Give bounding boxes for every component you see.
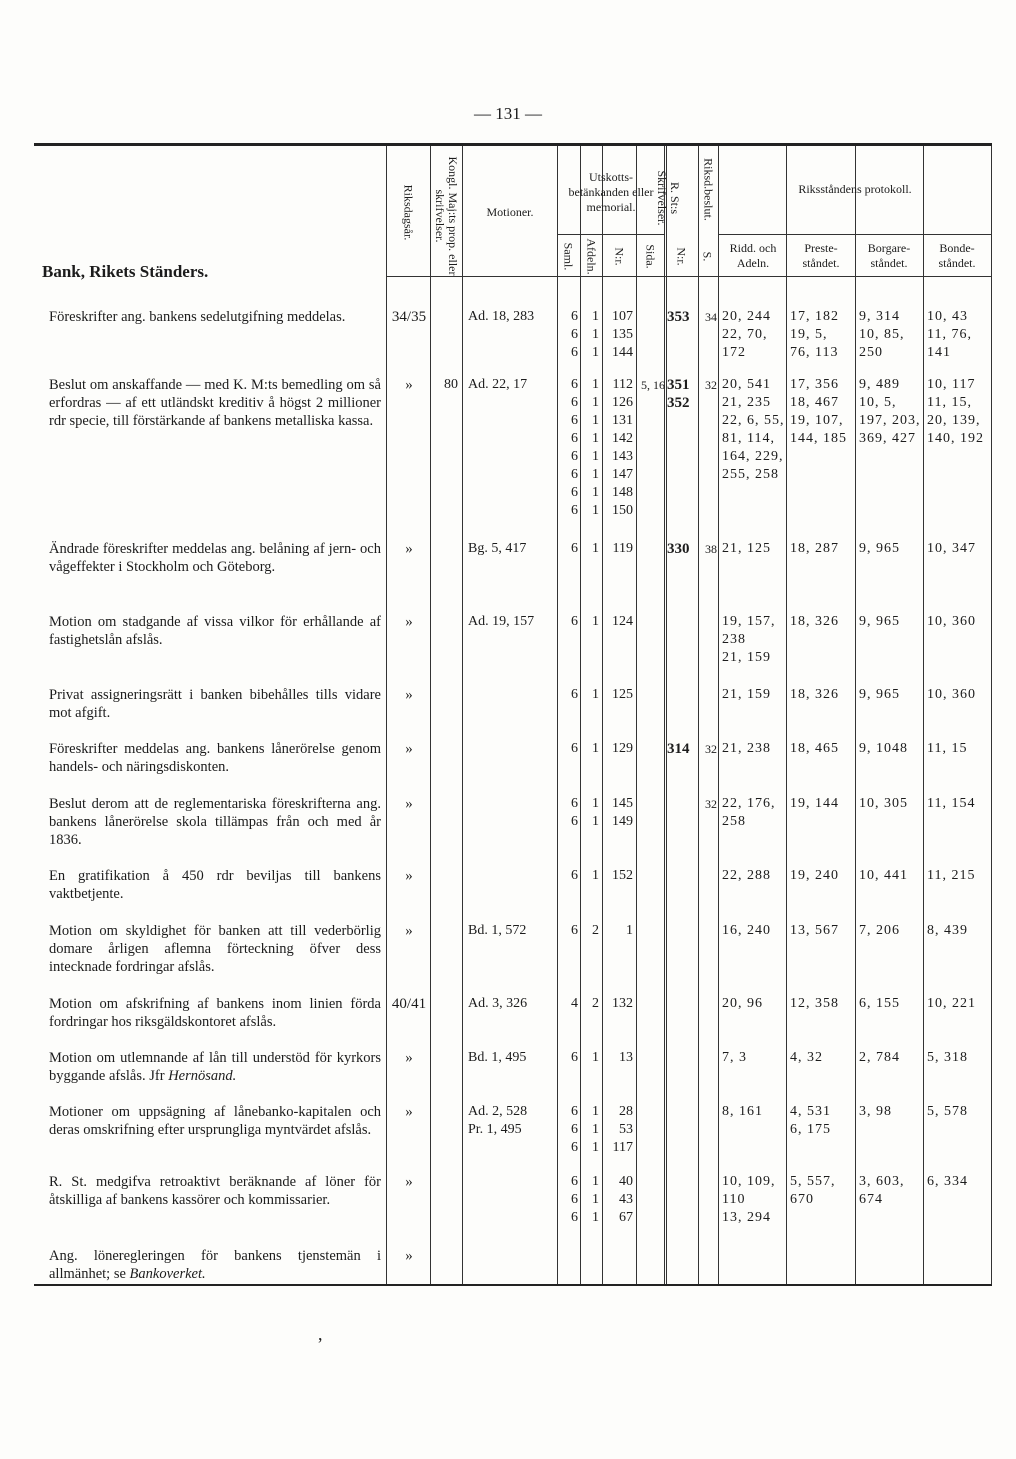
cell-nr: 119	[612, 541, 633, 556]
table-bottom-rule	[34, 1284, 992, 1286]
cell-ridd: 19, 157, 238 21, 159	[722, 614, 776, 665]
cell-motion: Bg. 5, 417	[468, 541, 527, 556]
column-rule	[991, 146, 992, 1284]
cell-year: »	[405, 796, 413, 812]
cell-bonde: 10, 43 11, 76, 141	[927, 309, 972, 360]
cell-ridd: 20, 244 22, 70, 172	[722, 309, 771, 360]
cell-ridd: 7, 3	[722, 1050, 747, 1065]
cell-rnr: 351 352	[667, 377, 690, 411]
cell-bonde: 8, 439	[927, 923, 968, 938]
header-motioner: Motioner.	[486, 205, 534, 219]
header-bottom-rule	[386, 276, 992, 277]
cell-year: »	[405, 377, 413, 393]
cell-borgare: 10, 305	[859, 796, 908, 811]
cell-bonde: 11, 154	[927, 796, 976, 811]
header-borgare: Borgare- ståndet.	[867, 241, 911, 270]
cell-borgare: 10, 441	[859, 868, 908, 883]
row-description: Privat assigneringsrätt i banken bibehålles tills vidare mot afgift.	[49, 687, 381, 721]
section-title: Bank, Rikets Ständers.	[42, 262, 209, 281]
row-description: Motion om stadgande af vissa vilkor för erhållande af fastighetslån afslås.	[49, 614, 381, 648]
row-description: Ang. löneregleringen för bankens tjenstemän i allmänhet; se Bankoverket.	[49, 1248, 381, 1282]
cell-ridd: 8, 161	[722, 1104, 763, 1119]
cell-year: »	[405, 1050, 413, 1066]
cell-year: »	[405, 923, 413, 939]
cell-year: »	[405, 687, 413, 703]
header-bonde: Bonde- ståndet.	[938, 241, 976, 270]
cell-ridd: 16, 240	[722, 923, 771, 938]
row-description: Föreskrifter meddelas ang. bankens lånerörelse genom handels- och näringsdiskonten.	[49, 741, 381, 775]
cell-motion: Bd. 1, 572	[468, 923, 527, 938]
cell-rnr: 330	[667, 541, 690, 557]
cell-saml: 6 6 6	[571, 309, 578, 360]
cell-afd: 1	[592, 741, 599, 756]
row-description: En gratifikation å 450 rdr beviljas till bankens vaktbetjente.	[49, 868, 381, 902]
cell-year: »	[405, 614, 413, 630]
cell-saml: 6 6	[571, 796, 578, 829]
cell-preste: 17, 182 19, 5, 76, 113	[790, 309, 839, 360]
cell-nr: 129	[612, 741, 633, 756]
cell-preste: 18, 465	[790, 741, 839, 756]
cell-bonde: 10, 360	[927, 687, 976, 702]
cross-reference: Hernösand.	[168, 1068, 237, 1084]
cell-rs: 38	[705, 542, 717, 556]
cell-afd: 1 1 1	[592, 309, 599, 360]
cell-borgare: 9, 489 10, 5, 197, 203, 369, 427	[859, 377, 921, 446]
cell-saml: 6	[571, 687, 578, 702]
header-rsts-nr: N:r.	[674, 247, 689, 266]
cell-preste: 18, 287	[790, 541, 839, 556]
header-afdeln: Afdeln.	[584, 238, 599, 275]
row-description: Beslut derom att de reglementariska föreskrifterna ang. bankens lånerörelse skola tillämpas från och med år 1836.	[49, 796, 381, 848]
cell-afd: 1 1 1 1 1 1 1 1	[592, 377, 599, 518]
cell-nr: 40 43 67	[619, 1174, 633, 1225]
cell-saml: 6 6 6	[571, 1174, 578, 1225]
cell-borgare: 9, 1048	[859, 741, 908, 756]
cell-prop: 80	[444, 377, 458, 392]
cell-preste: 5, 557, 670	[790, 1174, 836, 1207]
cell-year: »	[405, 1248, 413, 1264]
cell-rs: 32	[705, 378, 717, 392]
header-rsts-s: S.	[700, 251, 715, 262]
cell-rs: 32	[705, 742, 717, 756]
cell-borgare: 9, 965	[859, 541, 900, 556]
cell-nr: 107 135 144	[612, 309, 633, 360]
cell-nr: 1	[626, 923, 633, 938]
header-kongl-prop: Kongl. Maj:ts prop. eller skrifvelser.	[433, 156, 460, 276]
cell-borgare: 6, 155	[859, 996, 900, 1011]
cell-nr: 152	[612, 868, 633, 883]
cell-preste: 4, 531 6, 175	[790, 1104, 831, 1137]
cell-borgare: 2, 784	[859, 1050, 900, 1065]
header-sida: Sida.	[643, 244, 658, 269]
cell-nr: 132	[612, 996, 633, 1011]
cell-saml: 6	[571, 868, 578, 883]
cell-year: 34/35	[391, 309, 427, 325]
cell-preste: 19, 240	[790, 868, 839, 883]
cell-bonde: 10, 117 11, 15, 20, 139, 140, 192	[927, 377, 984, 446]
cell-saml: 6 6 6	[571, 1104, 578, 1155]
column-rule	[718, 146, 719, 1284]
cell-saml: 6 6 6 6 6 6 6 6	[571, 377, 578, 518]
cell-afd: 2	[592, 996, 599, 1011]
column-rule	[386, 146, 387, 1284]
header-riksdagsar: Riksdagsår.	[401, 184, 416, 241]
header-nr: N:r.	[612, 247, 627, 266]
column-rule	[430, 146, 431, 1284]
cell-nr: 13	[619, 1050, 633, 1065]
cell-rnr: 314	[667, 741, 690, 757]
cell-borgare: 3, 603, 674	[859, 1174, 905, 1207]
cell-motion: Ad. 3, 326	[468, 996, 528, 1011]
row-description: Ändrade föreskrifter meddelas ang. belåning af jern- och vågeffekter i Stockholm och Göteborg.	[49, 541, 381, 575]
row-description: Föreskrifter ang. bankens sedelutgifning meddelas.	[49, 309, 346, 325]
cell-ridd: 10, 109, 110 13, 294	[722, 1174, 776, 1225]
cell-preste: 4, 32	[790, 1050, 823, 1065]
column-rule	[462, 146, 463, 1284]
stray-mark: ,	[318, 1324, 323, 1344]
cell-preste: 18, 326	[790, 687, 839, 702]
cell-ridd: 22, 288	[722, 868, 771, 883]
column-rule	[923, 146, 924, 1284]
row-description: Motion om afskrifning af bankens inom linien förda fordringar hos riksgäldskontoret afslås.	[49, 996, 381, 1030]
cell-bonde: 5, 578	[927, 1104, 968, 1119]
cell-rnr: 353	[667, 309, 690, 325]
cell-ridd: 20, 541 21, 235 22, 6, 55, 81, 114, 164, 229, 255, 258	[722, 377, 785, 482]
cell-bonde: 5, 318	[927, 1050, 968, 1065]
cell-saml: 4	[571, 996, 578, 1011]
cell-ridd: 22, 176, 258	[722, 796, 776, 829]
cell-saml: 6	[571, 541, 578, 556]
cell-bonde: 11, 15	[927, 741, 968, 756]
cell-bonde: 11, 215	[927, 868, 976, 883]
header-protokoll: Riksståndens protokoll.	[798, 182, 912, 196]
cell-borgare: 3, 98	[859, 1104, 892, 1119]
cell-afd: 1	[592, 868, 599, 883]
cell-bonde: 10, 221	[927, 996, 976, 1011]
cell-ridd: 21, 238	[722, 741, 771, 756]
cell-preste: 13, 567	[790, 923, 839, 938]
column-rule	[636, 146, 637, 1284]
cell-saml: 6	[571, 614, 578, 629]
cell-ridd: 21, 159	[722, 687, 771, 702]
row-description: Motioner om uppsägning af lånebanko-kapitalen och deras omskrifning efter ursprungliga myntvärdet afslås.	[49, 1104, 381, 1138]
cell-bonde: 10, 360	[927, 614, 976, 629]
cell-saml: 6	[571, 1050, 578, 1065]
cell-bonde: 10, 347	[927, 541, 976, 556]
cell-borgare: 9, 965	[859, 614, 900, 629]
cell-afd: 2	[592, 923, 599, 938]
cell-afd: 1	[592, 541, 599, 556]
cell-year: »	[405, 741, 413, 757]
cell-year: »	[405, 1104, 413, 1120]
cell-afd: 1 1	[592, 796, 599, 829]
cell-afd: 1 1 1	[592, 1174, 599, 1225]
cell-nr: 28 53 117	[612, 1104, 633, 1155]
cell-preste: 17, 356 18, 467 19, 107, 144, 185	[790, 377, 847, 446]
cell-rs: 34	[705, 310, 717, 324]
column-rule	[855, 146, 856, 1284]
page-number: — 131 —	[474, 104, 542, 123]
header-rsts: R. St:s Skrifvelser.	[655, 170, 682, 226]
cell-motion: Ad. 18, 283	[468, 309, 535, 324]
cell-motion: Bd. 1, 495	[468, 1050, 527, 1065]
header-saml: Saml.	[561, 242, 576, 271]
cell-rs: 32	[705, 797, 717, 811]
header-riksd-beslut: Riksd.beslut.	[701, 158, 716, 221]
cell-preste: 12, 358	[790, 996, 839, 1011]
column-rule	[786, 146, 787, 1284]
cell-saml: 6	[571, 741, 578, 756]
cell-afd: 1 1 1	[592, 1104, 599, 1155]
cell-bonde: 6, 334	[927, 1174, 968, 1189]
cell-saml: 6	[571, 923, 578, 938]
cell-year: 40/41	[391, 996, 427, 1012]
header-ridd: Ridd. och Adeln.	[729, 241, 777, 270]
cell-preste: 19, 144	[790, 796, 839, 811]
cell-nr: 125	[612, 687, 633, 702]
cell-year: »	[405, 868, 413, 884]
cell-ridd: 21, 125	[722, 541, 771, 556]
cell-motion: Ad. 19, 157	[468, 614, 535, 629]
header-utskotts: Utskotts- betänkanden eller memorial.	[568, 170, 654, 214]
cell-ridd: 20, 96	[722, 996, 763, 1011]
cell-afd: 1	[592, 1050, 599, 1065]
row-description: Motion om skyldighet för banken att till vederbörlig domare årligen aflemna förteckning öfver dess intecknade fordringar afslås.	[49, 923, 381, 975]
cell-nr: 145 149	[612, 796, 633, 829]
row-description: Beslut om anskaffande — med K. M:ts bemedling om så erfordras — af ett utländskt kreditiv å högst 2 millioner rdr specie, till förstärkande af bankens metalliska kassa.	[49, 377, 381, 429]
cell-borgare: 9, 965	[859, 687, 900, 702]
row-description: R. St. medgifva retroaktivt beräknande af löner för åtskilliga af bankens kassörer och kommissarier.	[49, 1174, 381, 1208]
header-sub-rule	[718, 234, 992, 235]
table-top-rule	[34, 143, 992, 146]
cross-reference: Bankoverket.	[129, 1266, 206, 1282]
cell-nr: 124	[612, 614, 633, 629]
cell-borgare: 9, 314 10, 85, 250	[859, 309, 905, 360]
cell-borgare: 7, 206	[859, 923, 900, 938]
cell-afd: 1	[592, 614, 599, 629]
cell-year: »	[405, 541, 413, 557]
cell-motion: Ad. 22, 17	[468, 377, 528, 392]
cell-sida: 5, 16	[641, 378, 665, 392]
cell-year: »	[405, 1174, 413, 1190]
cell-nr: 112 126 131 142 143 147 148 150	[612, 377, 633, 518]
cell-motion: Ad. 2, 528 Pr. 1, 495	[468, 1104, 528, 1137]
header-preste: Preste- ståndet.	[802, 241, 840, 270]
cell-preste: 18, 326	[790, 614, 839, 629]
cell-afd: 1	[592, 687, 599, 702]
row-description: Motion om utlemnande af lån till understöd för kyrkors byggande afslås. Jfr Hernösand.	[49, 1050, 381, 1084]
